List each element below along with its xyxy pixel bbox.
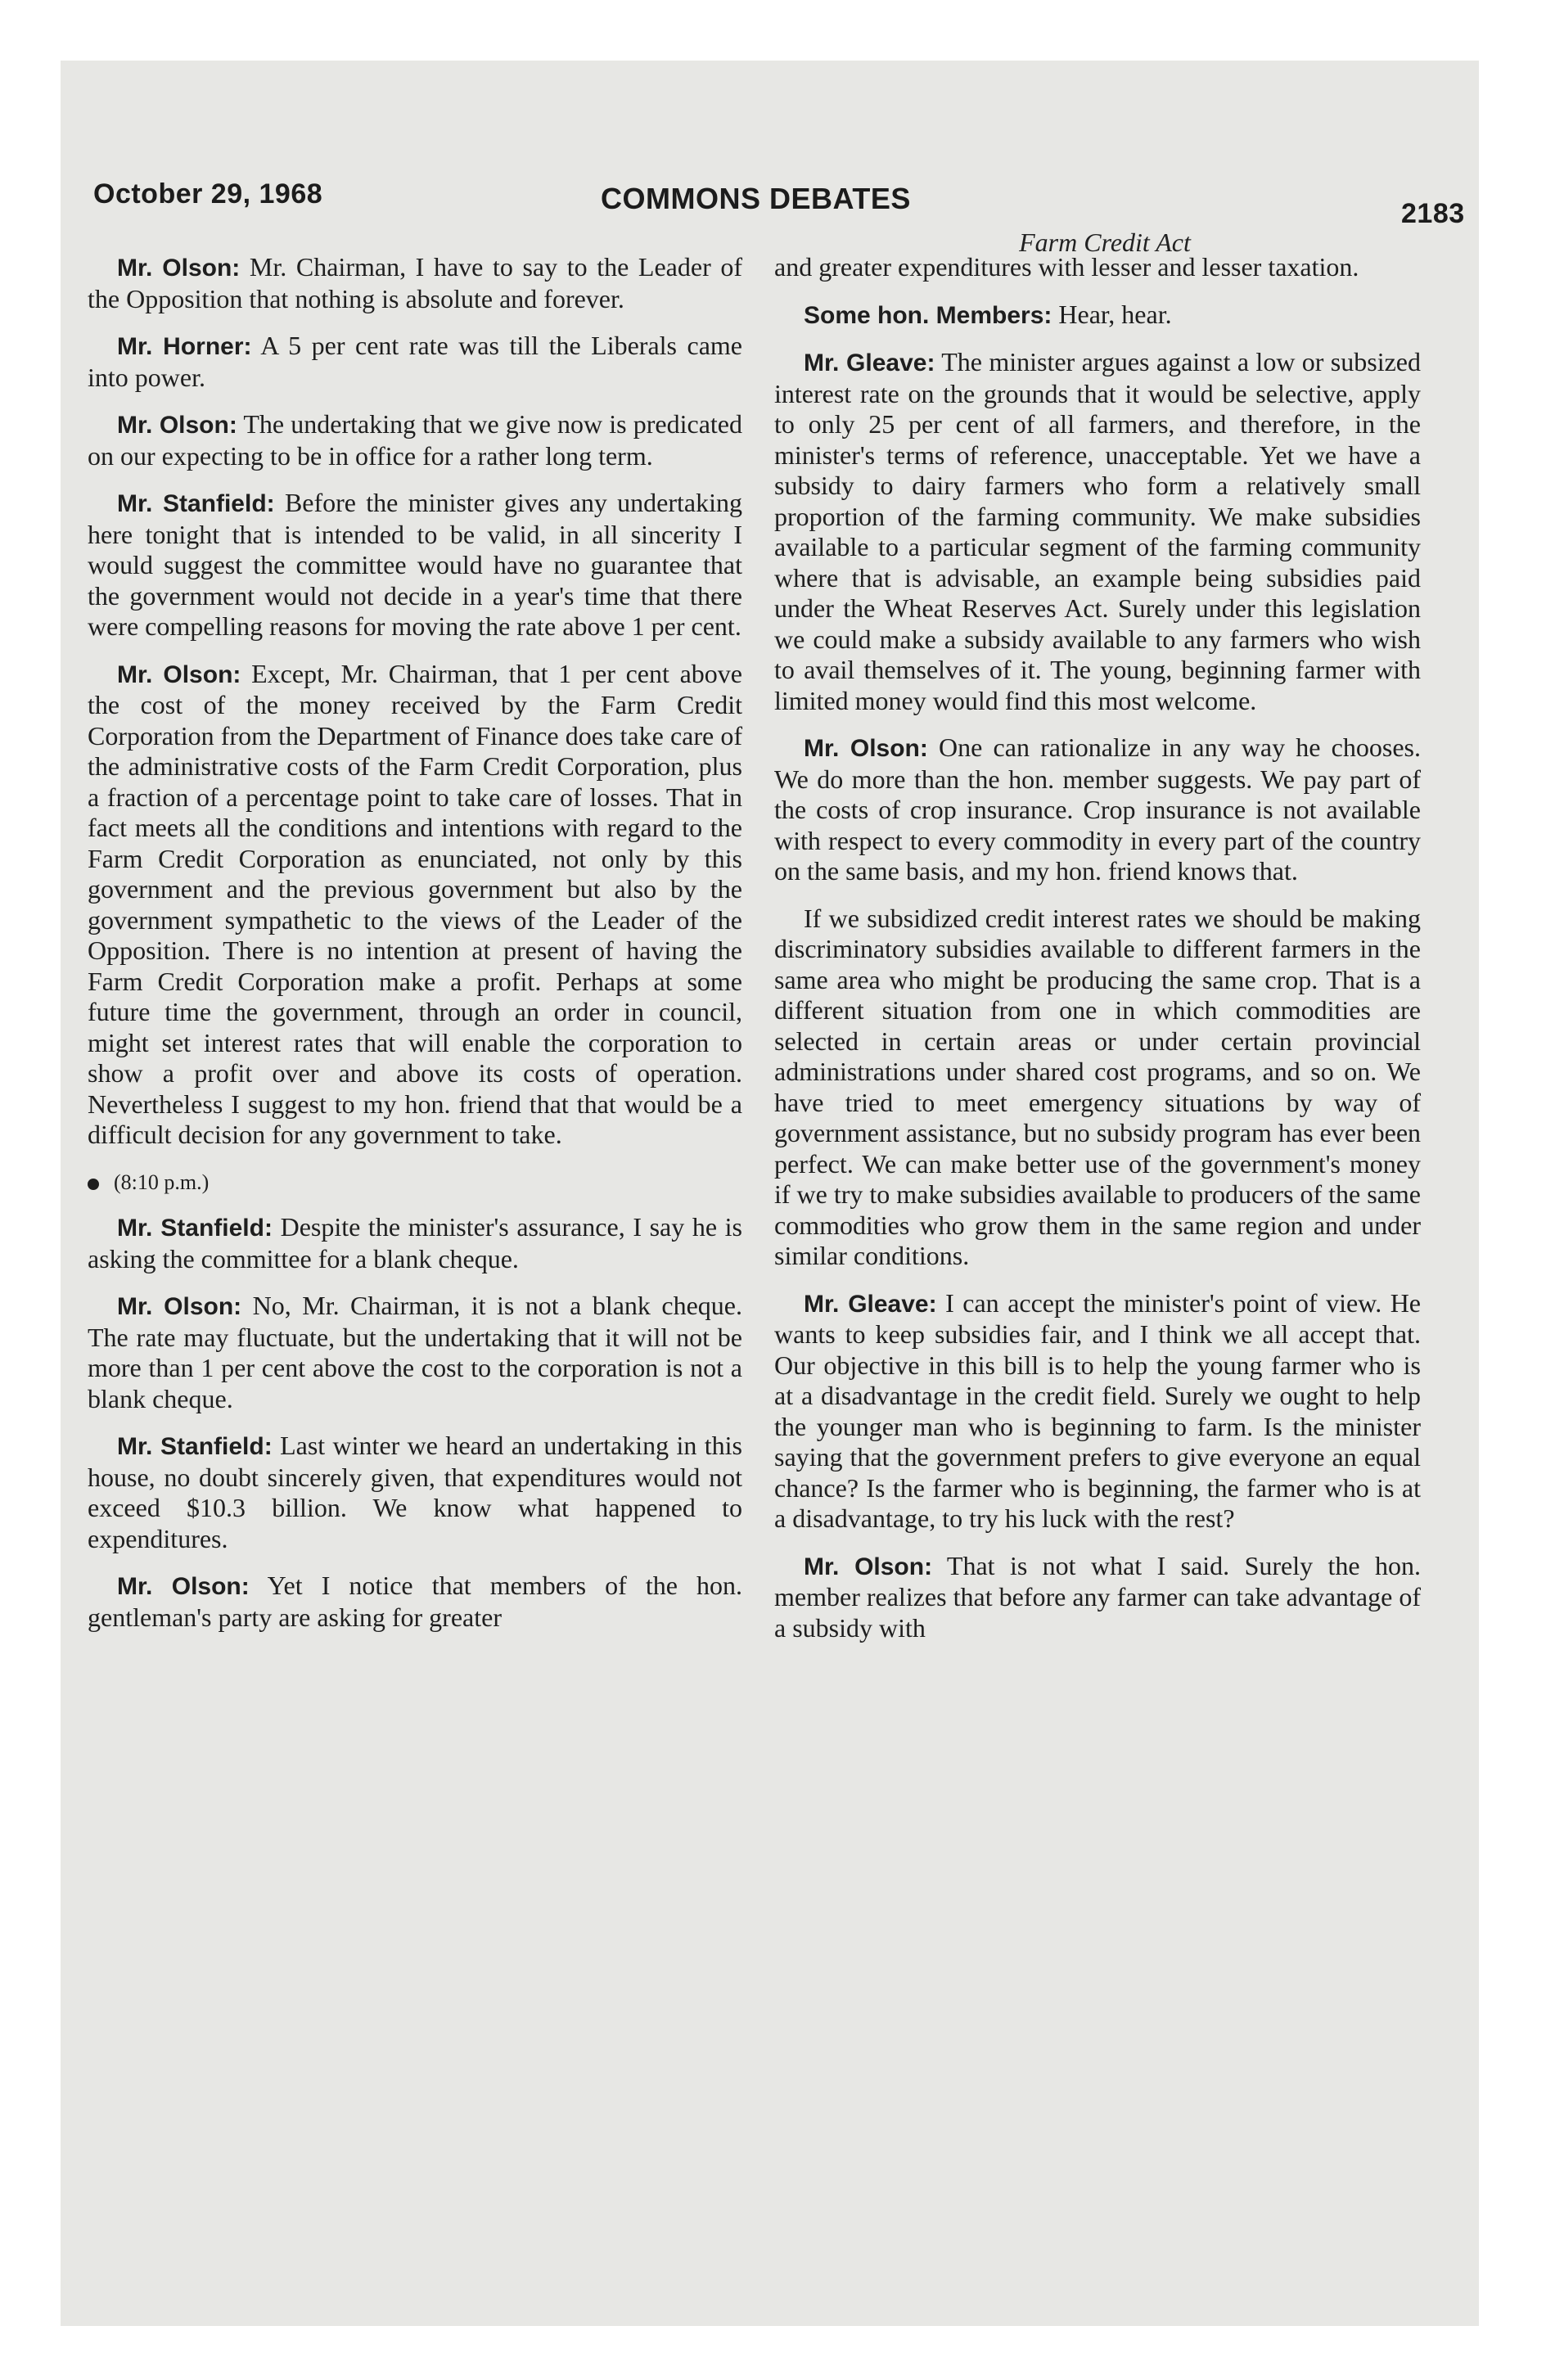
speaker-name: Mr. Olson: xyxy=(117,255,241,282)
speech-text: Before the minister gives any undertaking here tonight that is intended to be valid, in all sincerity I would suggest the committee would have no guarantee that the government would not decide in a year's time that there were compelling reasons for moving the rate above 1 per cent. xyxy=(88,488,743,641)
speaker-name: Mr. Stanfield: xyxy=(117,1433,273,1460)
paragraph xyxy=(774,347,1421,716)
speaker-name: Mr. Horner: xyxy=(117,333,252,360)
speaker-name: Mr. Gleave: xyxy=(804,349,935,376)
speaker-name: Mr. Stanfield: xyxy=(117,1215,273,1242)
paragraph xyxy=(774,1288,1421,1535)
right-column xyxy=(774,252,1421,1660)
paragraph xyxy=(774,1551,1421,1644)
paragraph xyxy=(88,659,742,1151)
speech-text: Mr. Chairman, I have to say to the Leader of the Opposition that nothing is absolute and forever. xyxy=(88,252,743,313)
speech-text: Despite the minister's assurance, I say he is asking the committee for a blank cheque. xyxy=(88,1212,743,1273)
paragraph xyxy=(88,409,742,471)
speech-text: and greater expenditures with lesser and lesser taxation. xyxy=(774,252,1359,282)
speech-text: One can rationalize in any way he chooses. We do more than the hon. member suggests. We pay part of the costs of crop insurance. Crop insurance is not available with respect to every commodity in every part of the country on the same basis, and my hon. friend knows that. xyxy=(774,732,1421,886)
running-subtitle: Farm Credit Act xyxy=(1019,228,1191,257)
paragraph xyxy=(88,252,742,314)
time-text: (8:10 p.m.) xyxy=(114,1170,210,1194)
speech-text: Hear, hear. xyxy=(1058,299,1172,329)
speech-text: Except, Mr. Chairman, that 1 per cent above the cost of the money received by the Farm Credit Corporation from the Department of Finance does take care of the administrative costs of the Farm Credit Corporation, plus a fraction of a percentage point to take care of losses. That in fact meets all the conditions and intentions with regard to the Farm Credit Corporation as enunciated, not only by this government and the previous government but also by the government sympathetic to the views of the Leader of the Opposition. There is no intention at present of having the Farm Credit Corporation make a profit. Perhaps at some future time the government, through an order in council, might set interest rates that will enable the corporation to show a profit over and above its costs of operation. Nevertheless I suggest to my hon. friend that that would be a difficult decision for any government to take. xyxy=(88,658,743,1149)
speaker-name: Mr. Gleave: xyxy=(804,1290,937,1318)
paragraph xyxy=(774,732,1421,887)
speaker-name: Some hon. Members: xyxy=(804,301,1052,329)
time-marker xyxy=(88,1167,742,1198)
speech-text: A 5 per cent rate was till the Liberals came into power. xyxy=(88,331,743,392)
speaker-name: Mr. Olson: xyxy=(117,412,237,439)
header-date: October 29, 1968 xyxy=(93,178,323,210)
speech-text: No, Mr. Chairman, it is not a blank cheque. The rate may fluctuate, but the undertaking that it will not be more than 1 per cent above the cost to the corporation is not a blank cheque. xyxy=(88,1291,743,1413)
paragraph xyxy=(88,1291,742,1414)
paragraph xyxy=(774,300,1421,331)
bullet-icon xyxy=(88,1179,99,1190)
left-column xyxy=(88,252,742,1649)
speech-text: I can accept the minister's point of view. He wants to keep subsidies fair, and I think we all accept that. Our objective in this bill is to help the young farmer who is at a disadvantage in the credit field. Surely we ought to help the younger man who is beginning to farm. Is the minister saying that the government prefers to give everyone an equal chance? Is the farmer who is beginning, the farmer who is at a disadvantage, to try his luck with the rest? xyxy=(774,1287,1422,1533)
speech-text: Yet I notice that members of the hon. gentleman's party are asking for greater xyxy=(88,1571,743,1632)
header-title: COMMONS DEBATES xyxy=(601,182,911,215)
paragraph xyxy=(88,1212,742,1274)
speech-text: If we subsidized credit interest rates we should be making discriminatory subsidies available to different farmers in the same area who might be producing the same crop. That is a different situation from one in which commodities are selected in certain areas or under certain provincial administrations under shared cost programs, and so on. We have tried to meet emergency situations by way of government assistance, but no subsidy program has ever been perfect. We can make better use of the government's money if we try to make subsidies available to producers of the same commodities who grow them in the same region and under similar conditions. xyxy=(774,903,1422,1270)
page-number: 2183 xyxy=(1401,198,1465,229)
speaker-name: Mr. Olson: xyxy=(117,1293,242,1320)
speaker-name: Mr. Olson: xyxy=(117,1573,250,1600)
paragraph xyxy=(88,1571,742,1633)
speaker-name: Mr. Olson: xyxy=(804,1553,933,1580)
paragraph xyxy=(88,1431,742,1554)
paragraph xyxy=(774,904,1421,1272)
speaker-name: Mr. Olson: xyxy=(804,735,928,762)
speech-text: That is not what I said. Surely the hon. member realizes that before any farmer can take advantage of a subsidy with xyxy=(774,1550,1422,1643)
speech-text: Last winter we heard an undertaking in this house, no doubt sincerely given, that expenditures would not exceed $10.3 billion. We know what happened to expenditures. xyxy=(88,1431,743,1553)
speaker-name: Mr. Stanfield: xyxy=(117,490,275,517)
speaker-name: Mr. Olson: xyxy=(117,660,241,688)
speech-text: The undertaking that we give now is predicated on our expecting to be in office for a rather long term. xyxy=(88,409,742,471)
paragraph xyxy=(88,331,742,393)
paragraph xyxy=(88,488,742,642)
paragraph xyxy=(774,252,1421,283)
speech-text: The minister argues against a low or subsized interest rate on the grounds that it would be selective, apply to only 25 per cent of all farmers, and therefore, in the minister's terms of reference, unacceptable. Yet we have a subsidy to dairy farmers who form a relatively small proportion of the farming community. We make subsidies available to a particular segment of the farming community where that is advisable, an example being subsidies paid under the Wheat Reserves Act. Surely under this legislation we could make a subsidy available to any farmers who wish to avail themselves of it. The young, beginning farmer with limited money would find this most welcome. xyxy=(774,347,1421,715)
